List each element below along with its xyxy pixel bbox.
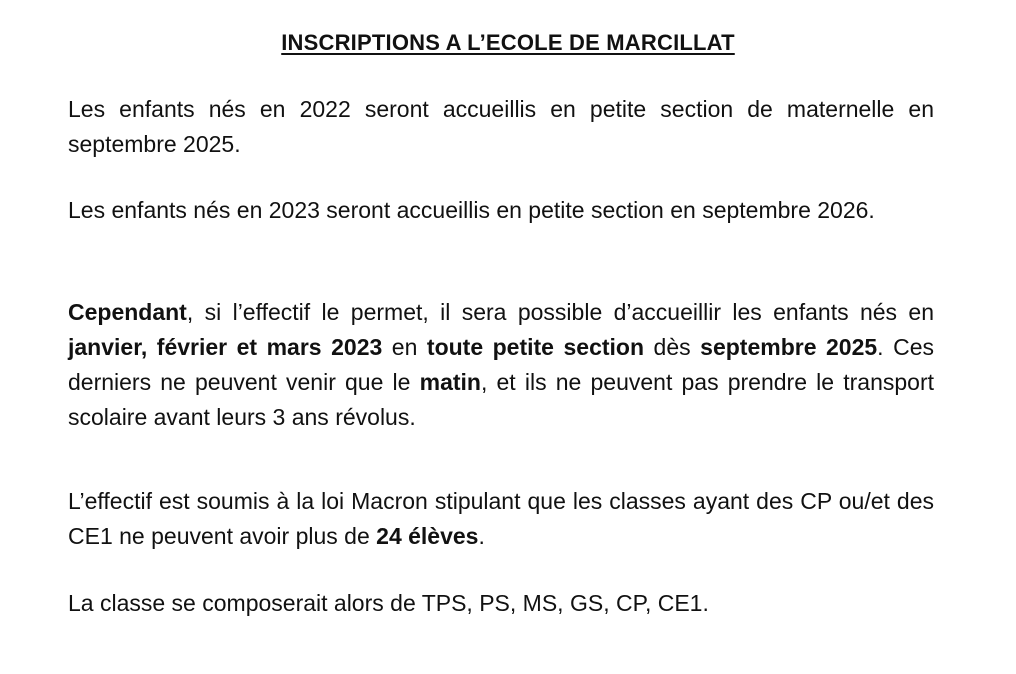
bold-section-name: toute petite section: [426, 334, 645, 360]
paragraph-class-composition: [68, 586, 934, 621]
paragraph-class-composition-text: La classe se composerait alors de TPS, PS, MS, GS, CP, CE1.: [68, 590, 709, 616]
bold-student-limit: 24 élèves: [376, 523, 479, 549]
paragraph-birth-2023: [68, 193, 934, 228]
paragraph-early-admission: [68, 295, 934, 435]
text-segment: L’effectif est soumis à la loi Macron stipulant que les classes ayant des CP ou/et des CE1 ne peuvent avoir plus de: [68, 488, 934, 549]
paragraph-birth-2022: [68, 92, 934, 162]
document-title: [0, 30, 1016, 56]
bold-start-date: septembre 2025: [700, 334, 878, 360]
text-segment: .: [478, 523, 485, 549]
text-segment: en: [382, 334, 427, 360]
text-segment: , si l’effectif le permet, il sera possible d’accueillir les enfants nés en: [186, 299, 934, 325]
text-segment: dès: [644, 334, 701, 360]
bold-cependant: Cependant: [68, 299, 187, 325]
paragraph-birth-2023-text: Les enfants nés en 2023 seront accueillis en petite section en septembre 2026.: [68, 197, 875, 223]
bold-birth-months: janvier, février et mars 2023: [68, 334, 383, 360]
title-text: INSCRIPTIONS A L’ECOLE DE MARCILLAT: [281, 30, 735, 55]
text-segment: . Ces derniers ne peuvent venir que le: [68, 334, 934, 395]
text-segment: , et ils ne peuvent pas prendre le transport scolaire avant leurs 3 ans révolus.: [68, 369, 934, 430]
paragraph-birth-2022-text: Les enfants nés en 2022 seront accueillis en petite section de maternelle en septembre 2025.: [68, 96, 934, 157]
bold-morning: matin: [419, 369, 481, 395]
paragraph-macron-law: [68, 484, 934, 554]
